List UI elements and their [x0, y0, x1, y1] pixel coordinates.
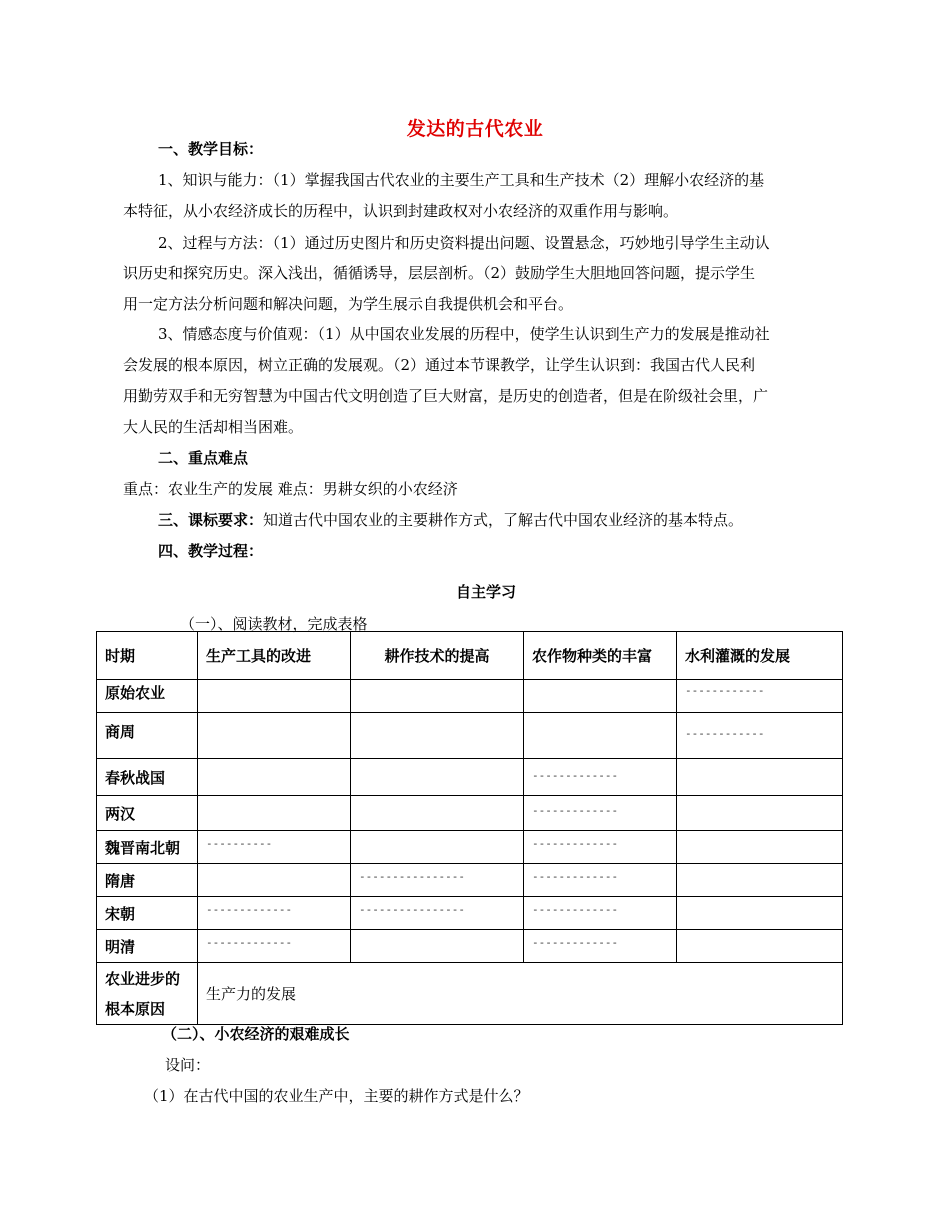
table-cell[interactable]	[351, 930, 524, 963]
header-crops: 农作物种类的丰富	[524, 632, 677, 680]
table-cell	[524, 759, 677, 796]
row-label: 两汉	[97, 796, 198, 831]
table-cell[interactable]	[677, 864, 843, 897]
dash-line: -------------	[532, 837, 619, 850]
dash-line: -------------	[532, 870, 619, 883]
table-cell[interactable]	[677, 897, 843, 930]
section4-heading: 四、教学过程：	[158, 542, 264, 560]
table-cell	[524, 897, 677, 930]
table-row	[97, 864, 843, 897]
dash-line: -------------	[532, 804, 619, 817]
part1-heading: （一）、阅读教材，完成表格	[180, 615, 368, 633]
table-cell[interactable]	[351, 713, 524, 759]
root-cause-label-line1: 农业进步的	[105, 969, 181, 988]
table-cell[interactable]	[198, 759, 351, 796]
table-cell	[677, 680, 843, 713]
table-cell[interactable]	[198, 796, 351, 831]
table-cell	[524, 864, 677, 897]
root-cause-value: 生产力的发展	[198, 963, 843, 1025]
dash-line: ------------	[685, 727, 765, 740]
dash-line: ----------------	[359, 903, 465, 916]
table-cell	[677, 713, 843, 759]
section2-text: 重点：农业生产的发展 难点：男耕女织的小农经济	[123, 480, 458, 498]
table-row	[97, 897, 843, 930]
root-cause-label-line2: 根本原因	[105, 999, 166, 1018]
header-tools: 生产工具的改进	[198, 632, 351, 680]
table-cell[interactable]	[351, 796, 524, 831]
table-cell[interactable]	[198, 680, 351, 713]
table-row-root-cause	[97, 963, 843, 1025]
goal2-line3: 用一定方法分析问题和解决问题，为学生展示自我提供机会和平台。	[123, 295, 574, 313]
page-title: 发达的古代农业	[406, 118, 544, 140]
goal2-line2: 识历史和探究历史。深入浅出，循循诱导，层层剖析。（2）鼓励学生大胆地回答问题，提示学生	[123, 264, 756, 282]
row-label: 春秋战国	[97, 759, 198, 796]
table-cell	[524, 796, 677, 831]
header-farming-tech: 耕作技术的提高	[351, 632, 524, 680]
table-row	[97, 680, 843, 713]
row-label: 商周	[97, 713, 198, 759]
table-cell[interactable]	[677, 796, 843, 831]
root-cause-label	[97, 963, 198, 1025]
dash-line: -------------	[206, 903, 293, 916]
goal3-line2: 会发展的根本原因，树立正确的发展观。（2）通过本节课教学，让学生认识到：我国古代人民利	[123, 356, 756, 374]
part2-heading: （二）、小农经济的艰难成长	[162, 1025, 350, 1043]
section3-heading: 三、课标要求：	[158, 511, 264, 529]
table-cell	[524, 930, 677, 963]
table-cell[interactable]	[677, 930, 843, 963]
table-cell[interactable]	[524, 713, 677, 759]
table-cell	[351, 897, 524, 930]
row-label: 隋唐	[97, 864, 198, 897]
table-header-row	[97, 632, 843, 680]
self-study-heading: 自主学习	[456, 583, 517, 601]
dash-line: -------------	[532, 903, 619, 916]
section2-heading: 二、重点难点	[158, 449, 249, 467]
table-cell[interactable]	[351, 680, 524, 713]
dash-line: ----------	[206, 837, 273, 850]
dash-line: -------------	[532, 769, 619, 782]
goal1-line2: 本特征，从小农经济成长的历程中，认识到封建政权对小农经济的双重作用与影响。	[123, 202, 679, 220]
section3-text: 知道古代中国农业的主要耕作方式，了解古代中国农业经济的基本特点。	[263, 511, 744, 529]
row-label: 魏晋南北朝	[97, 831, 198, 864]
table-cell	[198, 897, 351, 930]
section3-line	[158, 510, 743, 530]
table-cell	[524, 831, 677, 864]
table-cell[interactable]	[198, 713, 351, 759]
table-row	[97, 930, 843, 963]
row-label: 宋朝	[97, 897, 198, 930]
question-1: （1）在古代中国的农业生产中，主要的耕作方式是什么？	[144, 1087, 529, 1105]
table-cell	[198, 831, 351, 864]
table-cell[interactable]	[524, 680, 677, 713]
header-irrigation: 水利灌溉的发展	[677, 632, 843, 680]
table-cell[interactable]	[351, 759, 524, 796]
header-period: 时期	[97, 632, 198, 680]
table-cell[interactable]	[677, 831, 843, 864]
table-cell[interactable]	[351, 831, 524, 864]
row-label: 原始农业	[97, 680, 198, 713]
study-table	[96, 631, 843, 1025]
row-label: 明清	[97, 930, 198, 963]
question-intro: 设问：	[165, 1056, 211, 1074]
dash-line: -------------	[206, 936, 293, 949]
dash-line: -------------	[532, 936, 619, 949]
goal3-line3: 用勤劳双手和无穷智慧为中国古代文明创造了巨大财富，是历史的创造者，但是在阶级社会里，广	[123, 387, 769, 405]
table-cell[interactable]	[677, 759, 843, 796]
table-cell	[198, 930, 351, 963]
dash-line: ------------	[685, 684, 765, 697]
goal3-line4: 大人民的生活却相当困难。	[123, 418, 304, 436]
goal2-line1: 2、过程与方法：（1）通过历史图片和历史资料提出问题、设置悬念，巧妙地引导学生主动认	[158, 234, 770, 252]
goal1-line1: 1、知识与能力：（1）掌握我国古代农业的主要生产工具和生产技术（2）理解小农经济的基	[158, 171, 765, 189]
table-row	[97, 831, 843, 864]
table-cell	[351, 864, 524, 897]
section1-heading: 一、教学目标：	[158, 140, 264, 158]
table-row	[97, 759, 843, 796]
goal3-line1: 3、情感态度与价值观：（1）从中国农业发展的历程中，使学生认识到生产力的发展是推动社	[158, 325, 770, 343]
table-row	[97, 713, 843, 759]
table-row	[97, 796, 843, 831]
dash-line: ----------------	[359, 870, 465, 883]
table-cell[interactable]	[198, 864, 351, 897]
